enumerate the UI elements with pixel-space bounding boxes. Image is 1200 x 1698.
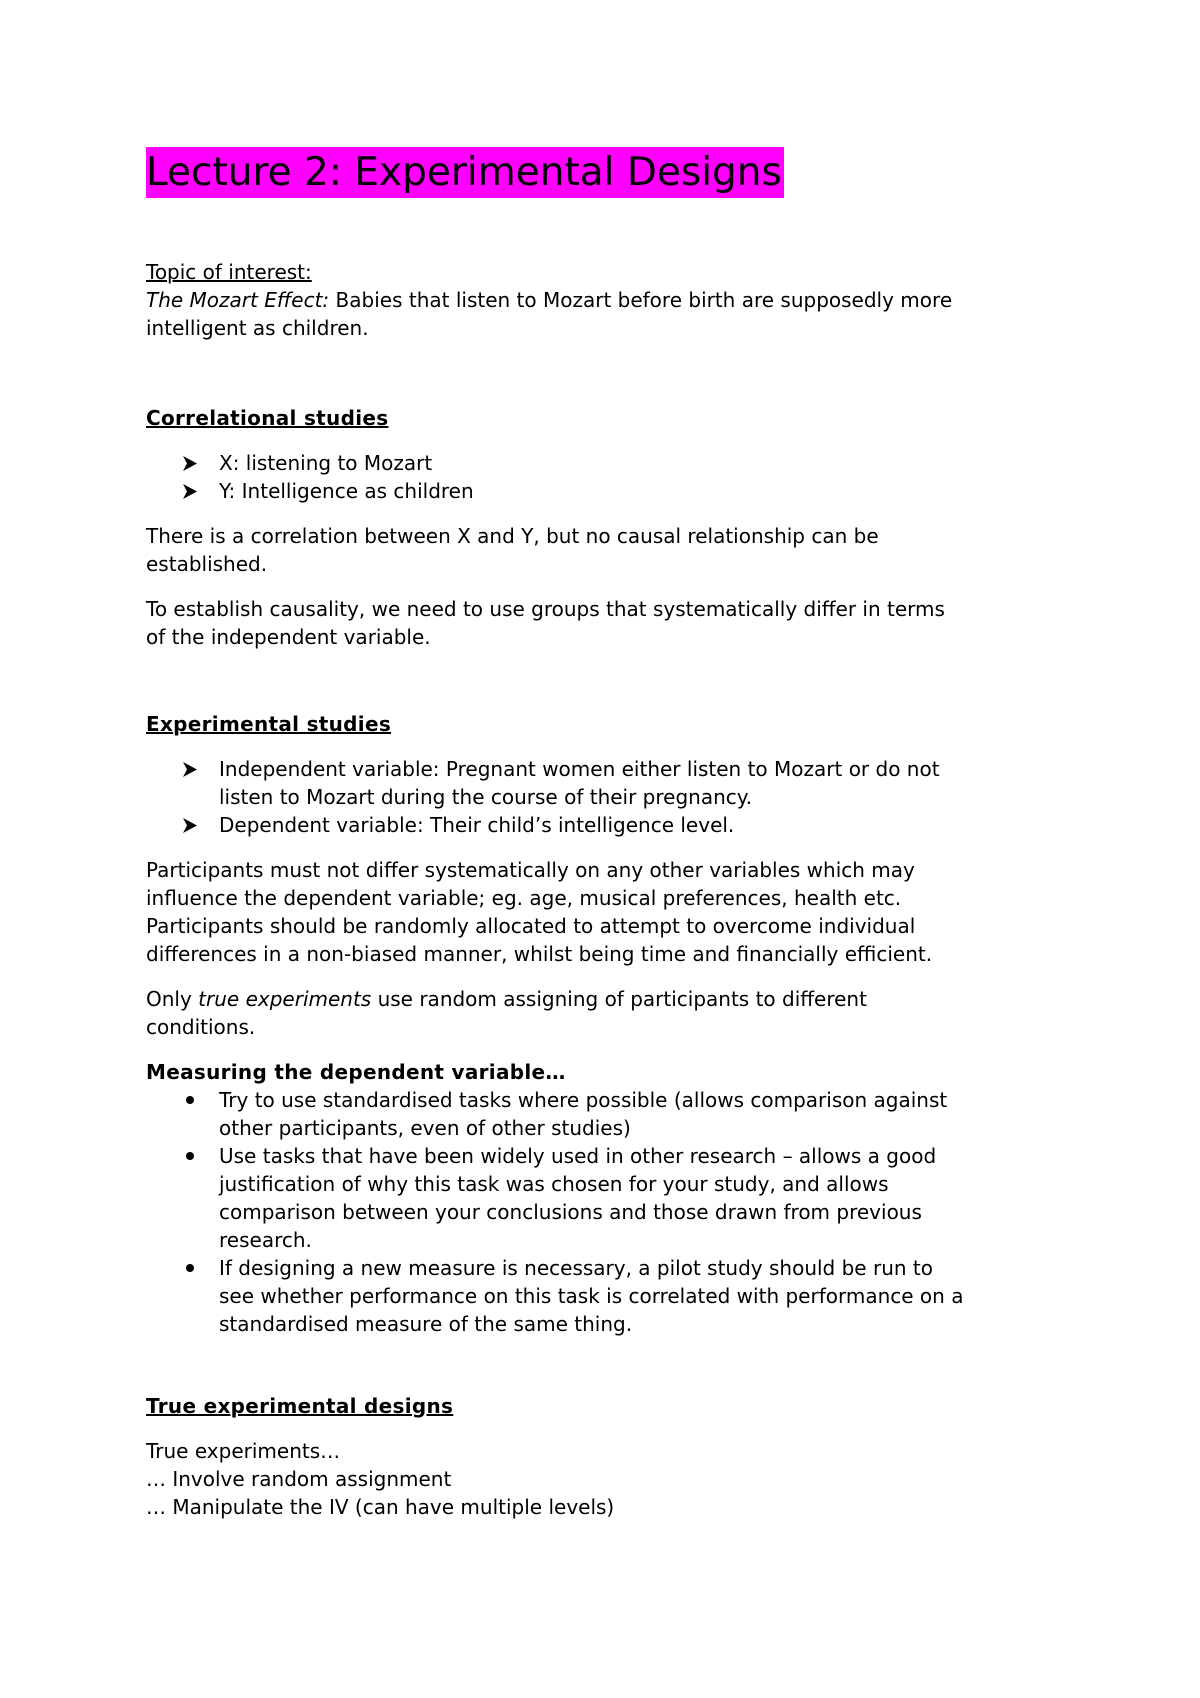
list-item [146, 1254, 1066, 1338]
bullet-text: justification of why this task was chosen for your study, and allows [219, 1172, 889, 1196]
list-item [146, 477, 1066, 505]
correlational-heading-block [146, 404, 1066, 432]
bullet-text: If designing a new measure is necessary, a pilot study should be run to [219, 1256, 933, 1280]
list-item [146, 1142, 1066, 1254]
bullet-text: other participants, even of other studies) [219, 1116, 631, 1140]
round-bullet-icon [182, 1254, 202, 1282]
topic-line-1 [146, 286, 1066, 314]
bullet-text: X: listening to Mozart [219, 451, 433, 475]
experimental-heading-block [146, 710, 1066, 738]
paragraph-line: influence the dependent variable; eg. age, musical preferences, health etc. [146, 886, 902, 910]
paragraph-line: There is a correlation between X and Y, but no causal relationship can be [146, 524, 879, 548]
section-heading-correlational: Correlational studies [146, 406, 389, 430]
emphasis-true-experiments: true experiments [198, 987, 372, 1011]
bullet-text: Independent variable: Pregnant women either listen to Mozart or do not [219, 757, 940, 781]
list-item [146, 449, 1066, 477]
true-designs-lines [146, 1437, 1066, 1521]
bullet-text: Try to use standardised tasks where possible (allows comparison against [219, 1088, 948, 1112]
correlational-bullets [146, 449, 1066, 505]
paragraph-line: To establish causality, we need to use groups that systematically differ in terms [146, 597, 945, 621]
bullet-text: Use tasks that have been widely used in other research – allows a good [219, 1144, 937, 1168]
page-title: Lecture 2: Experimental Designs [146, 147, 784, 198]
effect-name: The Mozart Effect: [146, 288, 330, 312]
paragraph-line: Participants should be randomly allocated to attempt to overcome individual [146, 914, 916, 938]
correlational-paragraph-1 [146, 522, 1066, 578]
paragraph-line: conditions. [146, 1015, 256, 1039]
paragraph-line [146, 985, 1066, 1013]
correlational-paragraph-2 [146, 595, 1066, 651]
topic-label: Topic of interest: [146, 260, 312, 284]
experimental-paragraph-1 [146, 856, 1066, 968]
paragraph-line: differences in a non-biased manner, whilst being time and financially efficient. [146, 942, 933, 966]
bullet-text: Dependent variable: Their child’s intelligence level. [219, 813, 735, 837]
arrowhead-bullet-icon [182, 449, 202, 477]
arrowhead-bullet-icon [182, 811, 202, 839]
paragraph-line: of the independent variable. [146, 625, 431, 649]
list-item [146, 1086, 1066, 1142]
topic-section [146, 258, 1066, 342]
round-bullet-icon [182, 1142, 202, 1170]
list-item [146, 755, 1066, 811]
bullet-text: standardised measure of the same thing. [219, 1312, 633, 1336]
topic-line-2: intelligent as children. [146, 316, 369, 340]
section-heading-experimental: Experimental studies [146, 712, 392, 736]
bullet-text: Y: Intelligence as children [219, 479, 474, 503]
text-run: Only [146, 987, 199, 1011]
text-run: use random assigning of participants to different [371, 987, 867, 1011]
bullet-text: see whether performance on this task is correlated with performance on a [219, 1284, 964, 1308]
true-designs-heading-block [146, 1392, 1066, 1420]
paragraph-line: … Involve random assignment [146, 1467, 452, 1491]
paragraph-line: True experiments… [146, 1439, 341, 1463]
section-heading-true-designs: True experimental designs [146, 1394, 454, 1418]
bullet-text: comparison between your conclusions and those drawn from previous [219, 1200, 922, 1224]
subheading-measuring: Measuring the dependent variable… [146, 1060, 566, 1084]
paragraph-line: … Manipulate the IV (can have multiple levels) [146, 1495, 615, 1519]
list-item [146, 811, 1066, 839]
bullet-text: research. [219, 1228, 312, 1252]
arrowhead-bullet-icon [182, 755, 202, 783]
experimental-paragraph-2 [146, 985, 1066, 1041]
experimental-bullets [146, 755, 1066, 839]
paragraph-line: established. [146, 552, 268, 576]
paragraph-line: Participants must not differ systematically on any other variables which may [146, 858, 915, 882]
bullet-text: listen to Mozart during the course of their pregnancy. [219, 785, 753, 809]
measuring-section [146, 1058, 1066, 1338]
arrowhead-bullet-icon [182, 477, 202, 505]
effect-description: Babies that listen to Mozart before birth are supposedly more [329, 288, 953, 312]
round-bullet-icon [182, 1086, 202, 1114]
